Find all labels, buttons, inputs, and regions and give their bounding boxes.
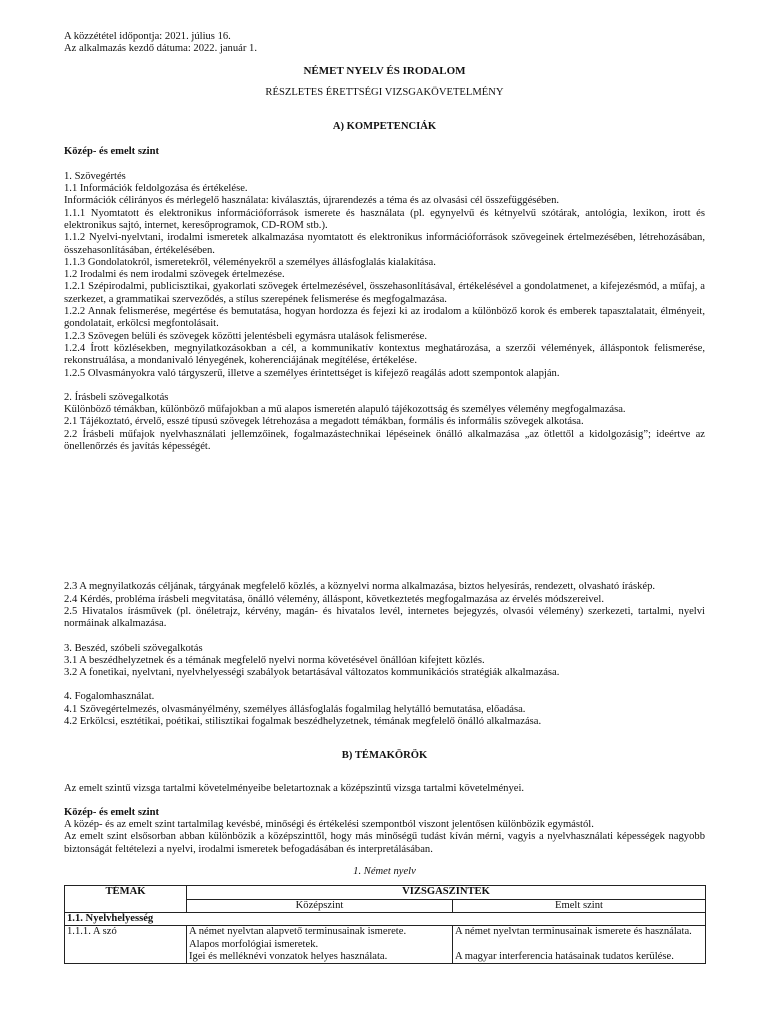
table-row [65,926,706,964]
cell-line: Igei és melléknévi vonzatok helyes használata. [189,950,388,962]
document-page [64,31,705,964]
cell-line: Alapos morfológiai ismeretek. [189,938,319,950]
text-line: 1.2.5 Olvasmányokra való tárgyszerű, illetve a személyes érintettséget is kifejező reagálás adott szempontok alapján. [64,367,560,379]
text-line: 1.1 Információk feldolgozása és értékelése. [64,183,248,195]
competency-block-5 [64,691,705,728]
text-line: 2.1 Tájékoztató, érvelő, esszé típusú szövegek létrehozása a megadott témákban, formális és informális szövegek alkotása. [64,416,584,428]
text-line: 1.1.3 Gondolatokról, ismeretekről, véleményekről a személyes állásfoglalás kialakítása. [64,256,436,268]
competency-block-3 [64,581,705,630]
text-line: 1.2.2 Annak felismerése, megértése és bemutatása, hogyan hordozza és fejezi ki az irodalom a különböző korok és emberek tapasztalatait, élményeit, gondolatait, erkölcsi megfontolásait. [64,306,705,330]
text-line: 1.1.1 Nyomtatott és elektronikus információforrások ismerete és használata (pl. egynyelvű és kétnyelvű szótárak, antológia, lexikon, irott és elektronikus sajtó, internet, keresőprogramok, CD-ROM stb.). [64,207,705,231]
text-line: 3.2 A fonetikai, nyelvtani, nyelvhelyességi szabályok betartásával változatos kommunikációs stratégiák alkalmazása. [64,667,560,679]
text-line: Különböző témákban, különböző műfajokban a mű alapos ismeretén alapuló tájékozottság és személyes vélemény megfogalmazása. [64,404,626,416]
text-line: 1.2.3 Szövegen belüli és szövegek közötti jelentésbeli egymásra utalások felismerése. [64,330,428,342]
text-line: 2.5 Hivatalos írásművek (pl. önéletrajz, kérvény, magán- és hivatalos levél, internetes bejegyzés, olvasói vélemény) szerkezeti, tartalmi, nyelvi normáinak alkalmazása. [64,605,705,630]
section-b-paragraph-1: A közép- és az emelt szint tartalmilag kevésbé, minőségi és értékelési szempontból viszont jelentősen különbözik egymástól. [64,819,594,831]
table-row-label: 1.1.1. A szó [65,926,187,964]
table-header-emelt-szint: Emelt szint [453,899,706,912]
text-line: 1.2.1 Szépirodalmi, publicisztikai, gyakorlati szövegek értelmezésével, összehasonlításával, értékelésével a gondolatmenet, a kifejezésmód, a műfaj, a szerkezet, a grammatikai szerveződés, a stílus szerepének felismerése és megfogalmazása. [64,281,705,305]
cell-line: A magyar interferencia hatásainak tudatos kerülése. [455,950,674,962]
text-line: 2.3 A megnyilatkozás céljának, tárgyának megfelelő közlés, a köznyelvi norma alkalmazása, biztos helyesírás, rendezett, olvasható íráskép. [64,581,656,593]
competency-block-2 [64,392,705,453]
cell-line: A német nyelvtan terminusainak ismerete és használata. [455,926,692,938]
topics-table [64,885,706,964]
section-b-heading: B) TÉMAKÖRÖK [341,750,428,762]
text-line: 4.1 Szövegértelmezés, olvasmányélmény, személyes állásfoglalás fogalmilag helytálló bemutatása, előadása. [64,703,526,715]
text-line: 2. Írásbeli szövegalkotás [64,391,169,403]
section-b-level: Közép- és emelt szint [64,806,160,818]
text-line: 2.4 Kérdés, probléma írásbeli megvitatása, önálló vélemény, álláspont, következtetés megfogalmazása az érvelés módszereivel. [64,593,604,605]
table-caption: 1. Német nyelv [353,866,416,878]
text-line: 2.2 Írásbeli műfajok nyelvhasználati jellemzőinek, fogalmazástechnikai lépéseinek önálló alkalmazása „az ötlettől a kidolgozásig”; ideértve az önellenőrzés és javítás képességét. [64,428,705,453]
section-b-paragraph-2: Az emelt szint elsősorban abban különbözik a középszinttől, hogy más minőségű tudást kíván mérni, vagyis a nyelvhasználati képességek nagyobb biztonságát feltételezi a nyelvi, irodalmi ismeretek befogadásában és interpretálásában. [64,831,705,855]
text-line: 1.2.4 Írott közlésekben, megnyilatkozásokban a cél, a kommunikatív kontextus meghatározása, a szerzői vélemények, álláspontok felismerése, rekonstruálása, a mondanivaló lényegének, koherenciájának megítélése, értékelése. [64,342,705,367]
document-title: NÉMET NYELV ÉS IRODALOM [303,64,466,77]
text-line: Információk célirányos és mérlegelő használata: kiválasztás, újrarendezés a téma és az olvasási cél összefüggésében. [64,195,560,207]
start-date: Az alkalmazás kezdő dátuma: 2022. január 1. [64,43,257,55]
table-cell-kozep [187,926,453,964]
text-line: 1.2 Irodalmi és nem irodalmi szövegek értelmezése. [64,269,285,281]
document-subtitle: RÉSZLETES ÉRETTSÉGI VIZSGAKÖVETELMÉNY [265,86,504,98]
competency-block-4 [64,643,705,680]
text-line: 3. Beszéd, szóbeli szövegalkotás [64,642,203,654]
cell-line: A német nyelvtan alapvető terminusainak ismerete. [189,926,407,938]
text-line: 1.1.2 Nyelvi-nyelvtani, irodalmi ismeretek alkalmazása nyomtatott és elektronikus információforrások szövegeinek értelmezésében, létrehozásában, összehasonlításában, értékelésében. [64,232,705,256]
competency-block-1 [64,171,705,380]
section-a-level: Közép- és emelt szint [64,146,160,158]
text-line: 4.2 Erkölcsi, esztétikai, poétikai, stilisztikai fogalmak beszédhelyzetnek, témának megfelelő önálló alkalmazása. [64,715,542,727]
blank-space [64,453,705,581]
section-b-intro: Az emelt szintű vizsga tartalmi követelményeibe beletartoznak a középszintű vizsga tartalmi követelményei. [64,782,525,794]
section-a-heading: A) KOMPETENCIÁK [332,121,437,133]
text-line: 3.1 A beszédhelyzetnek és a témának megfelelő nyelvi norma követésével önállóan kifejtett közlés. [64,654,485,666]
table-header-temak: TÉMAK [65,886,187,913]
table-cell-emelt [453,926,706,964]
text-line: 1. Szövegértés [64,170,126,182]
cell-line-spacer [455,939,703,951]
table-group-row: 1.1. Nyelvhelyesség [65,912,706,925]
text-line: 4. Fogalomhasználat. [64,691,155,703]
table-header-vizsgaszintek: VIZSGASZINTEK [187,886,706,899]
publish-date: A közzététel időpontja: 2021. július 16. [64,31,231,42]
table-header-kozepszint: Középszint [187,899,453,912]
